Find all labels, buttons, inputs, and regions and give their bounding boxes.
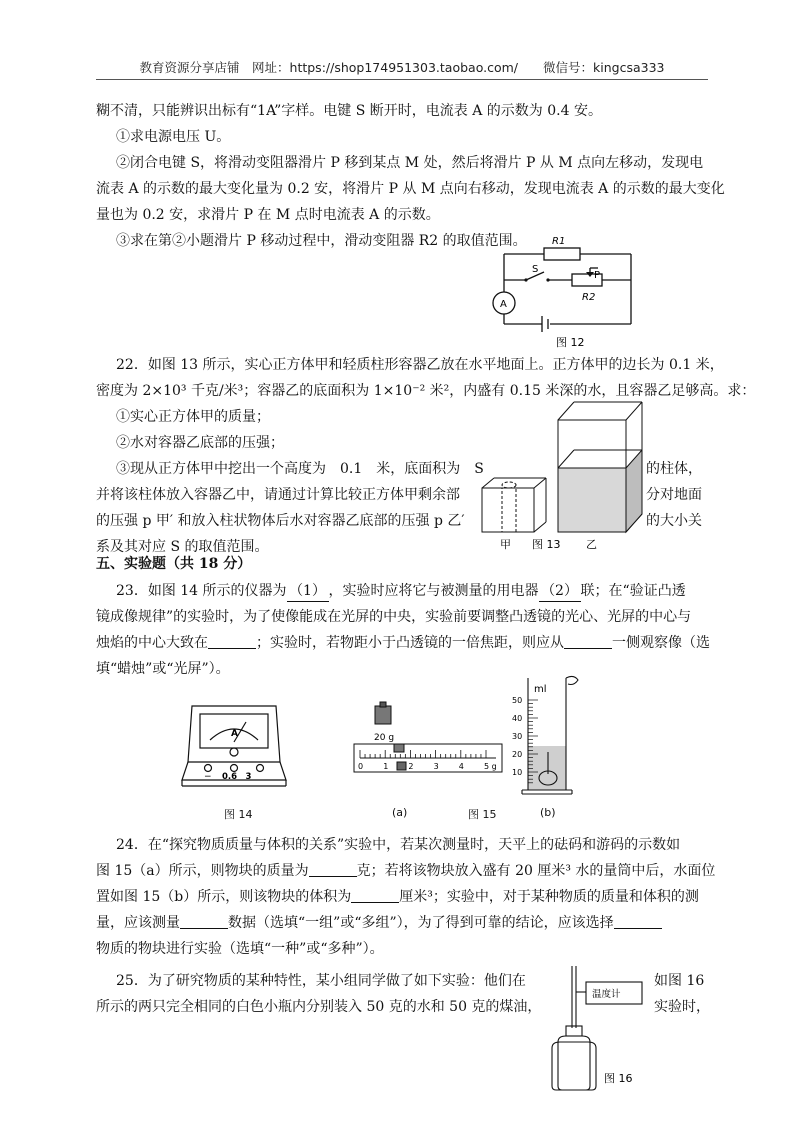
ammeter-label: A xyxy=(500,299,507,310)
thermometer-label: 温度计 xyxy=(592,989,621,1000)
q23-line1b: ，实验时应将它与被测量的用电器 xyxy=(328,583,539,599)
q25-line2a: 所示的两只完全相同的白色小瓶内分别装入 50 克的水和 50 克的煤油， xyxy=(96,999,542,1015)
q21-part1: ①求电源电压 U。 xyxy=(116,129,231,145)
figure-12-caption: 图 12 xyxy=(556,336,585,349)
q22-line6a: 并将该柱体放入容器乙中，请通过计算比较正方体甲剩余部 xyxy=(96,487,460,503)
q24-line3a: 置如图 15（b）所示，则该物块的体积为 xyxy=(96,889,352,905)
cylinder-tick-label: 30 xyxy=(512,732,523,741)
q24-blank-4 xyxy=(614,914,662,929)
q22-line5b: 的柱体， xyxy=(646,461,702,477)
figure-16-caption: 图 16 xyxy=(604,1072,633,1085)
q23-line3a: 烛焰的中心大致在 xyxy=(96,635,208,651)
q22-line5a: ③现从正方体甲中挖出一个高度为 0.1 米，底面积为 S xyxy=(116,461,484,477)
q23-line1 xyxy=(116,581,686,602)
figure-13-yi: 乙 xyxy=(586,538,597,551)
q24-blank-1 xyxy=(309,862,357,877)
q24-line4 xyxy=(96,913,662,933)
figure-15-caption: 图 15 xyxy=(468,808,497,821)
cylinder-tick-label: 40 xyxy=(512,714,523,723)
figure-15a-balance xyxy=(346,700,506,780)
r2-label: R2 xyxy=(582,292,596,303)
beam-tick-label: 1 xyxy=(383,762,389,771)
q23-blank-4 xyxy=(564,634,612,649)
q24-blank-2 xyxy=(351,888,399,903)
ml-label: ml xyxy=(534,684,547,695)
figure-15b-label: (b) xyxy=(540,806,556,819)
q21-part2a: ②闭合电键 S，将滑动变阻器滑片 P 移到某点 M 处，然后将滑片 P 从 M 点向左移动，发现电 xyxy=(116,155,704,171)
cylinder-tick-label: 50 xyxy=(512,696,523,705)
q24-line1: 24．在“探究物质质量与体积的关系”实验中，若某次测量时，天平上的砝码和游码的示数如 xyxy=(116,837,681,853)
q24-line5: 物质的物块进行实验（选填“一种”或“多种”）。 xyxy=(96,941,384,957)
q24-line4a: 量，应该测量 xyxy=(96,915,180,931)
weight-label: 20 g xyxy=(374,733,395,743)
q21-part2b: 流表 A 的示数的最大变化量为 0.2 安，将滑片 P 从 M 点向右移动，发现电流表 A 的示数的最大变化 xyxy=(96,181,725,197)
figure-15b-cylinder xyxy=(512,670,588,800)
q23-blank-1: （1） xyxy=(287,581,329,602)
beam-tick-label: 4 xyxy=(458,762,464,771)
section-5-title: 五、实验题（共 18 分） xyxy=(96,556,252,572)
q23-line3 xyxy=(96,633,710,653)
q23-line2: 镜成像规律”的实验时，为了使像能成在光屏的中央，实验前要调整凸透镜的光心、光屏的中心与 xyxy=(96,609,692,625)
q22-line7a: 的压强 p 甲′ 和放入柱状物体后水对容器乙底部的压强 p 乙′ xyxy=(96,513,465,529)
figure-12-circuit xyxy=(486,232,646,352)
q24-line3b: 厘米³；实验中，对于某种物质的质量和体积的测 xyxy=(399,889,699,905)
figure-13-jia: 甲 xyxy=(500,538,511,551)
figure-13-caption: 图 13 xyxy=(532,538,561,551)
page-header: 教育资源分享店铺 网址：https://shop174951303.taobao.com/ 微信号：kingcsa333 xyxy=(139,60,665,75)
beam-ticks xyxy=(358,750,497,771)
cylinder-tick-label: 10 xyxy=(512,768,523,777)
beam-tick-label: 2 xyxy=(408,762,414,771)
q22-line2: 密度为 2×10³ 千克/米³；容器乙的底面积为 1×10⁻² 米²，内盛有 0.15 米深的水，且容器乙足够高。求： xyxy=(96,383,756,399)
beam-tick-label: 0 xyxy=(358,762,364,771)
q25-line2b: 实验时， xyxy=(654,999,710,1015)
beam-tick-label: 3 xyxy=(433,762,439,771)
header-rule xyxy=(96,79,708,80)
q22-line6b: 分对地面 xyxy=(646,487,702,503)
q21-part2c: 量也为 0.2 安，求滑片 P 在 M 点时电流表 A 的示数。 xyxy=(96,207,440,223)
q24-line2a: 图 15（a）所示，则物块的质量为 xyxy=(96,863,309,879)
q22-line7b: 的大小关 xyxy=(646,513,702,529)
figure-15a-label: (a) xyxy=(392,806,408,819)
q23-line4: 填“蜡烛”或“光屏”）。 xyxy=(96,661,230,677)
q22-line4: ②水对容器乙底部的压强； xyxy=(116,435,284,451)
q21-part3: ③求在第②小题滑片 P 移动过程中，滑动变阻器 R2 的取值范围。 xyxy=(116,233,527,249)
q25-line1b: 如图 16 xyxy=(654,973,705,989)
figure-16 xyxy=(548,962,652,1092)
cylinder-tick-label: 20 xyxy=(512,750,523,759)
ammeter-letter: A xyxy=(231,729,238,739)
q22-line3: ①实心正方体甲的质量； xyxy=(116,409,270,425)
q25-line1a: 25．为了研究物质的某种特性，某小组同学做了如下实验：他们在 xyxy=(116,973,526,989)
q24-blank-3 xyxy=(180,914,228,929)
slider-label: P xyxy=(594,270,601,281)
figure-14-caption: 图 14 xyxy=(224,808,253,821)
q23-blank-3 xyxy=(208,634,256,649)
r1-label: R1 xyxy=(552,236,566,247)
figure-13 xyxy=(478,392,643,552)
q24-line2b: 克；若将该物块放入盛有 20 厘米³ 水的量筒中后，水面位 xyxy=(356,863,716,879)
q22-line1: 22．如图 13 所示，实心正方体甲和轻质柱形容器乙放在水平地面上。正方体甲的边长为 0.1 米， xyxy=(116,357,724,373)
q24-line3 xyxy=(96,887,699,907)
figure-14-ammeter xyxy=(178,700,290,796)
q24-line4b: 数据（选填“一组”或“多组”），为了得到可靠的结论，应该选择 xyxy=(228,915,614,931)
ammeter-minus: − xyxy=(204,772,212,782)
ammeter-scale: 0.6 3 xyxy=(222,772,252,782)
q23-line3b: ；实验时，若物距小于凸透镜的一倍焦距，则应从 xyxy=(256,635,564,651)
switch-label: S xyxy=(532,264,539,275)
q23-line1a: 23．如图 14 所示的仪器为 xyxy=(116,583,287,599)
q22-line8: 系及其对应 S 的取值范围。 xyxy=(96,539,269,555)
q21-line1: 糊不清，只能辨识出标有“1A”字样。电键 S 断开时，电流表 A 的示数为 0.4 安。 xyxy=(96,103,602,119)
q23-line3c: 一侧观察像（选 xyxy=(612,635,710,651)
q24-line2 xyxy=(96,861,715,881)
q23-blank-2: （2） xyxy=(539,581,581,602)
beam-tick-label: 5 g xyxy=(484,762,497,771)
q23-line1c: 联；在“验证凸透 xyxy=(580,583,686,599)
